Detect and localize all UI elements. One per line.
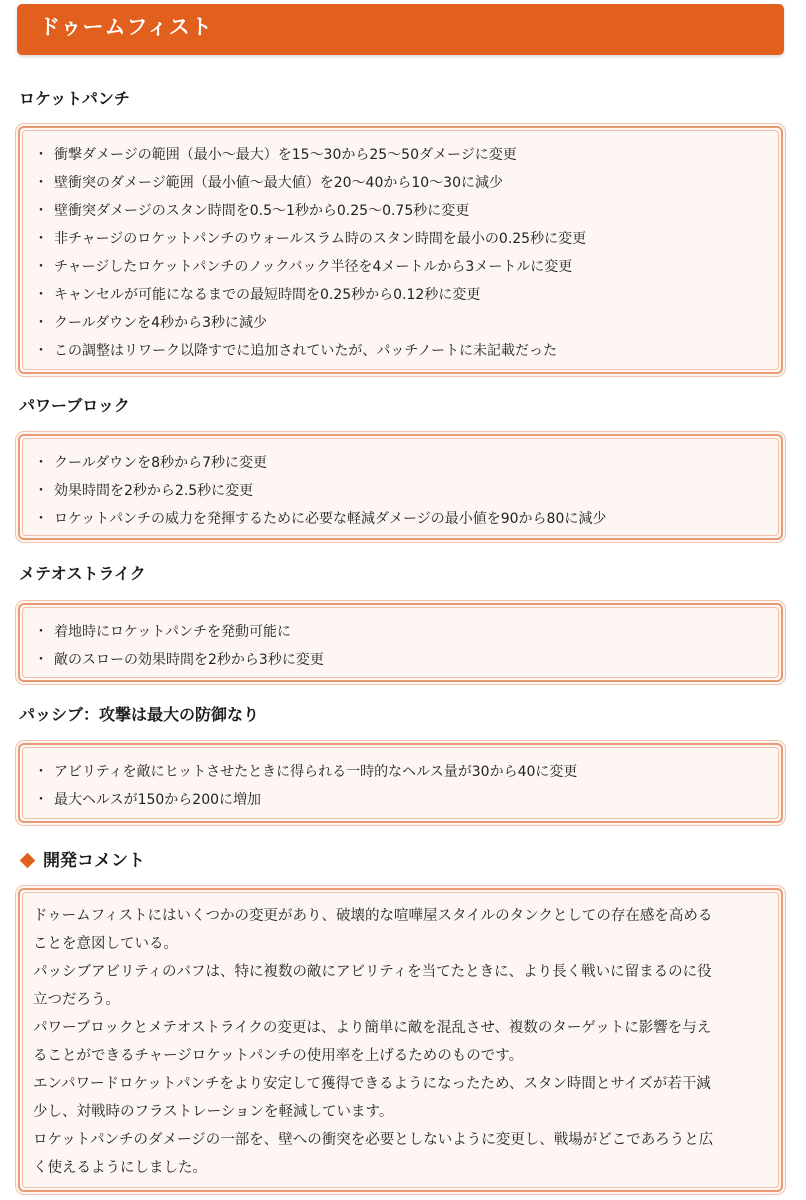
list-item: ・ アビリティを敵にヒットさせたときに得られる一時的なヘルス量が30から40に変更 — [34, 764, 578, 780]
list-item: ・ 壁衝突のダメージ範囲（最小値～最大値）を20～40から10～30に減少 — [34, 175, 503, 191]
dev-comment-line: 少し、対戦時のフラストレーションを軽減しています。 — [33, 1104, 394, 1120]
list-item: ・ 最大ヘルスが150から200に増加 — [34, 792, 262, 808]
list-item: ・ 非チャージのロケットパンチのウォールスラム時のスタン時間を最小の0.25秒に変更 — [34, 231, 587, 247]
changes-box-meteor-strike — [18, 603, 783, 682]
list-item: ・ 衝撃ダメージの範囲（最小～最大）を15～30から25～50ダメージに変更 — [34, 147, 517, 163]
list-item: ・ クールダウンを8秒から7秒に変更 — [34, 455, 267, 471]
changes-box-passive — [18, 743, 783, 823]
dev-comment-line: ドゥームフィストにはいくつかの変更があり、破壊的な喧嘩屋スタイルのタンクとしての存在感を高める — [33, 908, 713, 924]
dev-comment-box — [18, 888, 783, 1192]
dev-comment-text — [33, 902, 768, 1182]
list-item: ・ この調整はリワーク以降すでに追加されていたが、パッチノートに未記載だった — [34, 343, 558, 359]
section-title-rocket-punch: ロケットパンチ — [19, 89, 130, 108]
dev-comment-line: く使えるようにしました。 — [33, 1160, 207, 1176]
dev-comment-line: パッシブアビリティのバフは、特に複数の敵にアビリティを当てたときに、より長く戦いに留まるのに役 — [33, 964, 712, 980]
list-item: ・ チャージしたロケットパンチのノックバック半径を4メートルから3メートルに変更 — [34, 259, 573, 275]
dev-comment-line: 立つだろう。 — [33, 992, 120, 1008]
dev-comment-heading — [19, 846, 145, 871]
list-item: ・ 着地時にロケットパンチを発動可能に — [34, 624, 292, 640]
diamond-icon — [20, 852, 36, 868]
page-title-banner — [17, 4, 784, 55]
dev-comment-line: パワーブロックとメテオストライクの変更は、より簡単に敵を混乱させ、複数のターゲットに影響を与え — [33, 1020, 712, 1036]
list-item: ・ クールダウンを4秒から3秒に減少 — [34, 315, 267, 331]
section-title-power-block: パワーブロック — [19, 396, 130, 415]
dev-comment-title: 開発コメント — [43, 851, 145, 871]
dev-comment-line: エンパワードロケットパンチをより安定して獲得できるようになったため、スタン時間とサイズが若干減 — [33, 1076, 711, 1092]
dev-comment-line: ロケットパンチのダメージの一部を、壁への衝突を必要としないように変更し、戦場がどこであろうと広 — [33, 1132, 714, 1148]
changes-box-rocket-punch — [18, 126, 783, 374]
dev-comment-line: ることができるチャージロケットパンチの使用率を上げるためのものです。 — [33, 1048, 524, 1064]
list-item: ・ 敵のスローの効果時間を2秒から3秒に変更 — [34, 652, 324, 668]
list-item: ・ 効果時間を2秒から2.5秒に変更 — [34, 483, 254, 499]
dev-comment-line: ことを意図している。 — [33, 936, 178, 952]
page-title: ドゥームフィスト — [39, 15, 213, 39]
list-item: ・ ロケットパンチの威力を発揮するために必要な軽減ダメージの最小値を90から80に減少 — [34, 511, 607, 527]
list-item: ・ 壁衝突ダメージのスタン時間を0.5～1秒から0.25～0.75秒に変更 — [34, 203, 470, 219]
changes-box-power-block — [18, 434, 783, 540]
section-title-meteor-strike: メテオストライク — [19, 564, 146, 583]
list-item: ・ キャンセルが可能になるまでの最短時間を0.25秒から0.12秒に変更 — [34, 287, 481, 303]
section-title-passive: パッシブ：攻撃は最大の防御なり — [19, 705, 260, 724]
